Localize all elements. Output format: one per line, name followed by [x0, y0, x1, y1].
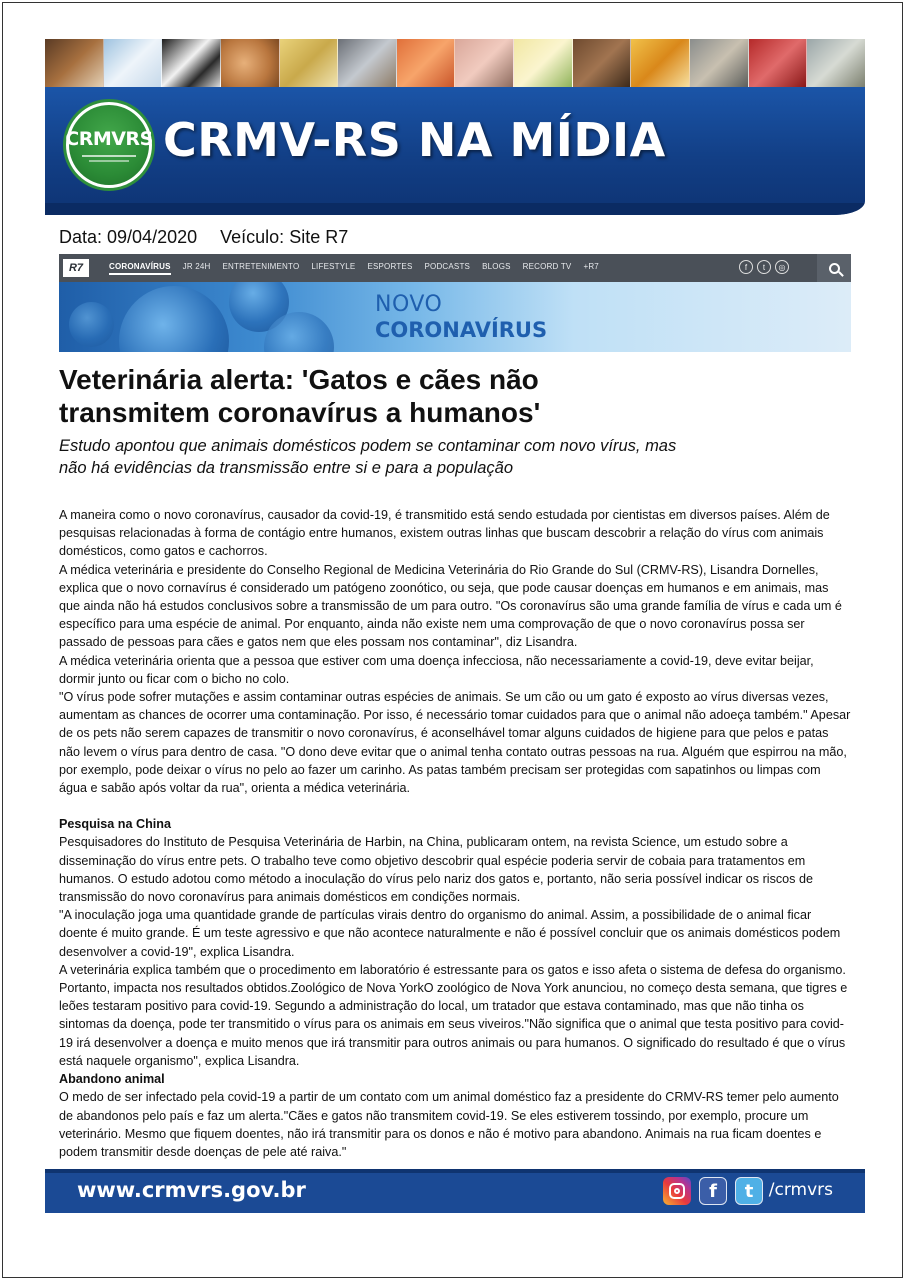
r7-nav-bar [59, 254, 851, 282]
nav-item-esportes[interactable]: ESPORTES [367, 261, 413, 271]
photo-cheese [514, 39, 573, 87]
footer-social-icons [655, 1177, 763, 1205]
photo-meat [749, 39, 808, 87]
photo-eggs [221, 39, 280, 87]
paragraph: O medo de ser infectado pela covid-19 a partir de um contato com um animal doméstico faz a presidente do CRMV-RS temer pelo aumento de abandonos pelo país e faz um alerta."Cães e gatos não transmitem covid-19. Se eles estiverem tossindo, por exemplo, procure um veterinário. Mesmo que fiquem doentes, não irá transmitir para os donos e não é motivo para abandono. Animais na rua ficam doentes e podem transmitir desde doenças de pele até raiva." [59, 1090, 839, 1159]
photo-chicks [280, 39, 339, 87]
header-banner [45, 87, 865, 215]
nav-item-coronavirus[interactable]: CORONAVÍRUS [109, 262, 171, 275]
instagram-icon[interactable] [663, 1177, 691, 1205]
nav-item-jr24h[interactable]: JR 24H [182, 261, 211, 271]
nav-item-entretenimento[interactable]: ENTRETENIMENTO [222, 261, 300, 271]
crmvrs-logo [63, 99, 155, 191]
photo-salmon [397, 39, 456, 87]
section-heading-abandono: Abandono animal [59, 1072, 165, 1087]
vehicle-label: Veículo: Site R7 [220, 227, 349, 247]
photo-fish [338, 39, 397, 87]
photo-fish-school [807, 39, 865, 87]
logo-text: CRMVRS [65, 128, 153, 150]
photo-honey [631, 39, 690, 87]
article-headline: Veterinária alerta: 'Gatos e cães não transmitem coronavírus a humanos' [59, 364, 541, 428]
facebook-icon[interactable]: f [699, 1177, 727, 1205]
nav-item-record-tv[interactable]: RECORD TV [522, 261, 572, 271]
photo-milk [104, 39, 163, 87]
date-label: Data: 09/04/2020 [59, 227, 198, 247]
twitter-icon[interactable]: t [757, 260, 771, 274]
paragraph: A veterinária explica também que o procedimento em laboratório é estressante para os gatos e isso afeta o sistema de defesa do organismo. Portanto, impacta nos resultados obtidos.Zoológico de Nova YorkO zoológico de Nova York anunciou, no começo desta semana, que tigres e leões testaram positivo para covid-19. Segundo a administração do local, um tratador que estava contaminado, mas que não tinha os sintomas da doença, pode ter transmitido o vírus para os animais em seus viveiros."Não significa que o animal que testa positivo para covid-19 irá desenvolver a doença e muito menos que irá transmitir para outros animais ou para humanos. O significado do resultado é que o vírus está naquele organismo", explica Lisandra. [59, 962, 848, 1068]
footer-bar [45, 1169, 865, 1213]
photo-dog [45, 39, 104, 87]
clipping-meta [59, 227, 366, 248]
page-title: CRMV-RS NA MÍDIA [163, 113, 666, 167]
virus-illustration [119, 286, 229, 352]
nav-item-lifestyle[interactable]: LIFESTYLE [311, 261, 356, 271]
paragraph: "A inoculação joga uma quantidade grande de partículas virais dentro do organismo do animal. Assim, a possibilidade de o animal ficar doente é muito grande. É um teste agressivo e que não acontece naturalmente e não é possível concluir que os animais domésticos podem desenvolver a covid-19", explica Lisandra. [59, 908, 841, 959]
nav-item-podcasts[interactable]: PODCASTS [424, 261, 471, 271]
nav-item-blogs[interactable]: BLOGS [482, 261, 511, 271]
article-body [59, 506, 851, 1161]
r7-nav-menu [109, 262, 611, 275]
instagram-icon[interactable]: ◎ [775, 260, 789, 274]
paragraph: A médica veterinária e presidente do Conselho Regional de Medicina Veterinária do Rio Grande do Sul (CRMV-RS), Lisandra Dornelles, explica que o novo cornavírus é considerado um patógeno zoonótico, ou seja, que pode causar doenças em humanos e em animais, mas que ainda não há estudos conclusivos sobre a transmissão de um para outro. "Os coronavírus são uma grande família de vírus e cada um é específico para uma espécie de animal. Por enquanto, ainda não existe nem uma comprovação de que o novo coronavírus possa ser passado de pessoas para cães e gatos nem que eles possam nos contaminar", diz Lisandra. [59, 562, 842, 650]
photo-cow [162, 39, 221, 87]
paragraph: Pesquisadores do Instituto de Pesquisa Veterinária de Harbin, na China, publicaram ontem, na revista Science, um estudo sobre a disseminação do vírus entre pets. O trabalho teve como objetivo descobrir qual espécie poderia servir de cobaia para tratamentos em humanos. O estudo adotou como método a inoculação do vírus pelo nariz dos gatos e, portanto, não seria possível indicar os riscos de transmissão do novo coronavírus para animais domésticos em condições normais. [59, 835, 813, 905]
facebook-icon[interactable]: f [739, 260, 753, 274]
photo-pig [455, 39, 514, 87]
r7-logo[interactable]: R7 [63, 259, 89, 277]
section-heading-china: Pesquisa na China [59, 817, 171, 832]
banner-line-2: CORONAVÍRUS [375, 318, 548, 342]
paragraph: A maneira como o novo coronavírus, causador da covid-19, é transmitido está sendo estudada por cientistas em diversos países. Além de pesquisas relacionadas à forma de contágio entre humanos, existem outras linhas que buscam descobrir a relação do vírus com animais domésticos, como gatos e cachorros. [59, 508, 830, 559]
website-link[interactable]: www.crmvrs.gov.br [77, 1178, 306, 1202]
photo-strip [45, 39, 865, 87]
photo-cat [690, 39, 749, 87]
article-subhead: Estudo apontou que animais domésticos podem se contaminar com novo vírus, mas não há evidências da transmissão entre si e para a população [59, 437, 677, 477]
clipping-page [2, 2, 903, 1278]
paragraph: "O vírus pode sofrer mutações e assim contaminar outras espécies de animais. Se um cão ou um gato é exposto ao vírus diversas vezes, aumentam as chances de ocorrer uma contaminação. Por isso, é necessário tomar cuidados para que o animal não adoeça também." Apesar de os pets não serem capazes de transmitir o novo coronavírus, é aconselhável tomar alguns cuidados de higiene para que pelos e patas não levem o vírus para dentro de casa. "O dono deve evitar que o animal tenha contato outras pessoas na rua. Alguém que espirrou na mão, por exemplo, pode deixar o vírus no pelo ao fazer um carinho. As patas também precisam ser protegidas com sapatinhos ou limpas com água e sabão após voltar da rua", orienta a médica veterinária. [59, 690, 851, 796]
r7-social-icons [735, 260, 789, 274]
social-handle[interactable]: /crmvrs [768, 1180, 833, 1200]
nav-item-more-r7[interactable]: +R7 [583, 261, 599, 271]
banner-line-1: NOVO [375, 292, 443, 317]
photo-horse [573, 39, 632, 87]
search-button[interactable] [817, 254, 851, 282]
coronavirus-banner [59, 282, 851, 352]
paragraph: A médica veterinária orienta que a pessoa que estiver com uma doença infecciosa, não necessariamente a covid-19, deve evitar beijar, dormir junto ou ficar com o bicho no colo. [59, 653, 814, 686]
search-icon [829, 263, 840, 274]
twitter-icon[interactable]: t [735, 1177, 763, 1205]
